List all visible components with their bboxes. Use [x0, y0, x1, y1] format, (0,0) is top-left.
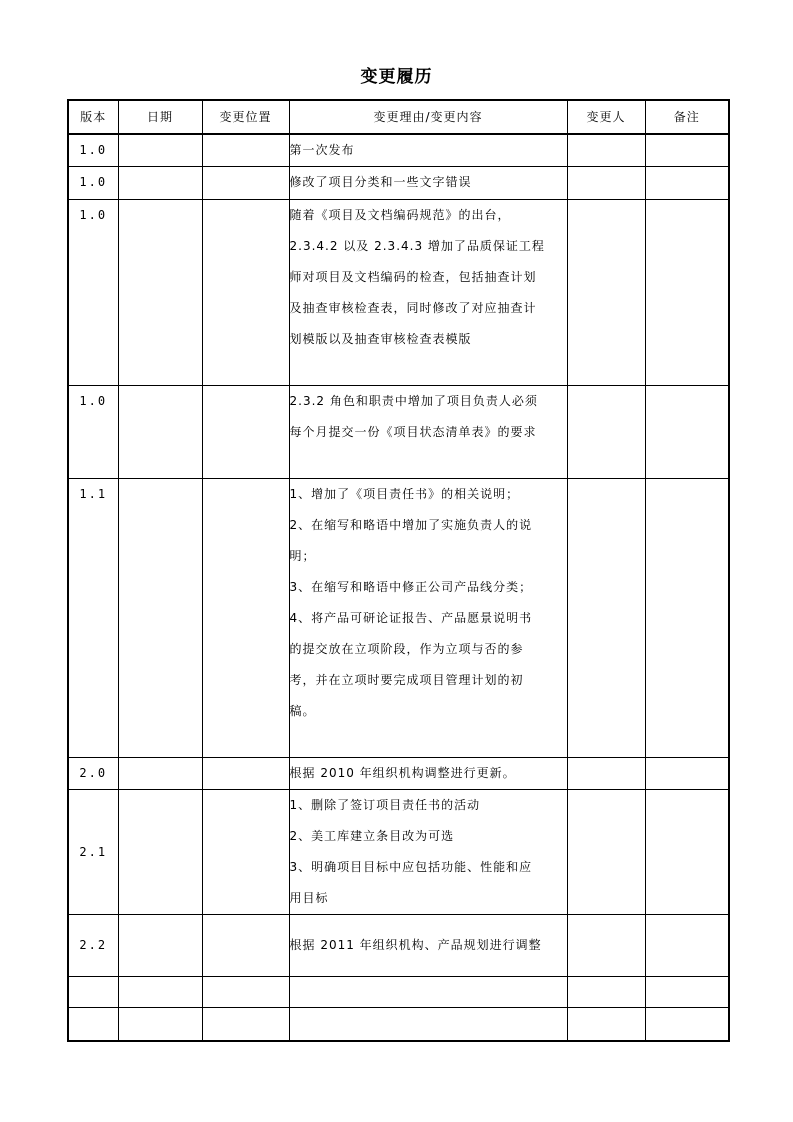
table-row	[68, 386, 729, 479]
content-line: 第一次发布	[289, 143, 355, 157]
table-row	[68, 758, 729, 790]
date-cell	[118, 1008, 202, 1041]
header-remark: 备注	[645, 100, 729, 134]
location-cell	[202, 915, 289, 977]
content-cell	[289, 790, 567, 915]
version-cell	[68, 479, 118, 758]
content-line: 划模版以及抽查审核检查表模版	[289, 332, 472, 346]
author-cell	[567, 386, 645, 479]
location-cell	[202, 134, 289, 167]
version-cell	[68, 758, 118, 790]
content-line: 及抽查审核检查表，同时修改了对应抽查计	[289, 301, 537, 315]
version-cell	[68, 167, 118, 200]
table-row	[68, 479, 729, 758]
content-line: 稿。	[289, 704, 316, 718]
date-cell	[118, 758, 202, 790]
location-cell	[202, 167, 289, 200]
content-line: 根据 2011 年组织机构、产品规划进行调整	[289, 938, 542, 952]
content-line: 4、将产品可研论证报告、产品愿景说明书	[289, 611, 533, 625]
author-cell	[567, 134, 645, 167]
location-cell	[202, 386, 289, 479]
author-cell	[567, 977, 645, 1008]
header-date: 日期	[118, 100, 202, 134]
remark-cell	[645, 200, 729, 386]
location-cell	[202, 1008, 289, 1041]
header-version: 版本	[68, 100, 118, 134]
content-line: 根据 2010 年组织机构调整进行更新。	[289, 766, 516, 780]
version-cell	[68, 790, 118, 915]
author-cell	[567, 915, 645, 977]
date-cell	[118, 167, 202, 200]
content-line: 1、删除了签订项目责任书的活动	[289, 798, 481, 812]
content-line: 1、增加了《项目责任书》的相关说明；	[289, 487, 520, 501]
date-cell	[118, 915, 202, 977]
header-author: 变更人	[567, 100, 645, 134]
author-cell	[567, 758, 645, 790]
remark-cell	[645, 386, 729, 479]
version-cell	[68, 386, 118, 479]
table-row	[68, 167, 729, 200]
location-cell	[202, 977, 289, 1008]
content-line: 考，并在立项时要完成项目管理计划的初	[289, 673, 524, 687]
author-cell	[567, 479, 645, 758]
content-cell	[289, 977, 567, 1008]
header-change-content: 变更理由/变更内容	[289, 100, 567, 134]
content-cell	[289, 386, 567, 479]
remark-cell	[645, 134, 729, 167]
table-row	[68, 790, 729, 915]
content-line: 明；	[289, 549, 316, 563]
location-cell	[202, 479, 289, 758]
version-value: 2.1	[79, 844, 108, 859]
page-title: 变更履历	[360, 67, 433, 87]
table-row	[68, 134, 729, 167]
content-line: 2、美工库建立条目改为可选	[289, 829, 455, 843]
table-row	[68, 977, 729, 1008]
content-cell	[289, 200, 567, 386]
table-header-row	[68, 100, 729, 134]
version-value: 1.0	[79, 175, 108, 189]
content-line: 3、明确项目目标中应包括功能、性能和应	[289, 860, 533, 874]
date-cell	[118, 200, 202, 386]
remark-cell	[645, 479, 729, 758]
version-value: 2.0	[79, 766, 108, 780]
date-cell	[118, 479, 202, 758]
date-cell	[118, 134, 202, 167]
date-cell	[118, 790, 202, 915]
version-cell	[68, 915, 118, 977]
header-change-location: 变更位置	[202, 100, 289, 134]
location-cell	[202, 758, 289, 790]
table-row	[68, 1008, 729, 1041]
content-line: 2.3.4.2 以及 2.3.4.3 增加了品质保证工程	[289, 239, 545, 253]
table-row	[68, 915, 729, 977]
date-cell	[118, 386, 202, 479]
version-cell	[68, 1008, 118, 1041]
content-cell	[289, 915, 567, 977]
change-history-table	[67, 99, 730, 1042]
content-line: 修改了项目分类和一些文字错误	[289, 175, 472, 189]
content-line: 2.3.2 角色和职责中增加了项目负责人必须	[289, 394, 538, 408]
content-line: 的提交放在立项阶段，作为立项与否的参	[289, 642, 524, 656]
content-cell	[289, 758, 567, 790]
date-cell	[118, 977, 202, 1008]
version-value: 1.0	[79, 394, 108, 408]
remark-cell	[645, 1008, 729, 1041]
remark-cell	[645, 915, 729, 977]
remark-cell	[645, 758, 729, 790]
content-line: 随着《项目及文档编码规范》的出台，	[289, 208, 511, 222]
remark-cell	[645, 167, 729, 200]
version-value: 1.1	[79, 487, 108, 501]
author-cell	[567, 790, 645, 915]
version-cell	[68, 200, 118, 386]
content-line: 3、在缩写和略语中修正公司产品线分类；	[289, 580, 533, 594]
remark-cell	[645, 977, 729, 1008]
content-line: 用目标	[289, 891, 329, 905]
author-cell	[567, 167, 645, 200]
location-cell	[202, 200, 289, 386]
content-line: 每个月提交一份《项目状态清单表》的要求	[289, 425, 537, 439]
version-cell	[68, 134, 118, 167]
content-line: 师对项目及文档编码的检查，包括抽查计划	[289, 270, 537, 284]
version-value: 1.0	[79, 208, 108, 222]
table-row	[68, 200, 729, 386]
content-cell	[289, 1008, 567, 1041]
author-cell	[567, 200, 645, 386]
remark-cell	[645, 790, 729, 915]
author-cell	[567, 1008, 645, 1041]
content-cell	[289, 479, 567, 758]
content-line: 2、在缩写和略语中增加了实施负责人的说	[289, 518, 533, 532]
content-cell	[289, 167, 567, 200]
version-value: 1.0	[79, 143, 108, 157]
content-cell	[289, 134, 567, 167]
location-cell	[202, 790, 289, 915]
version-cell	[68, 977, 118, 1008]
version-value: 2.2	[79, 938, 108, 952]
